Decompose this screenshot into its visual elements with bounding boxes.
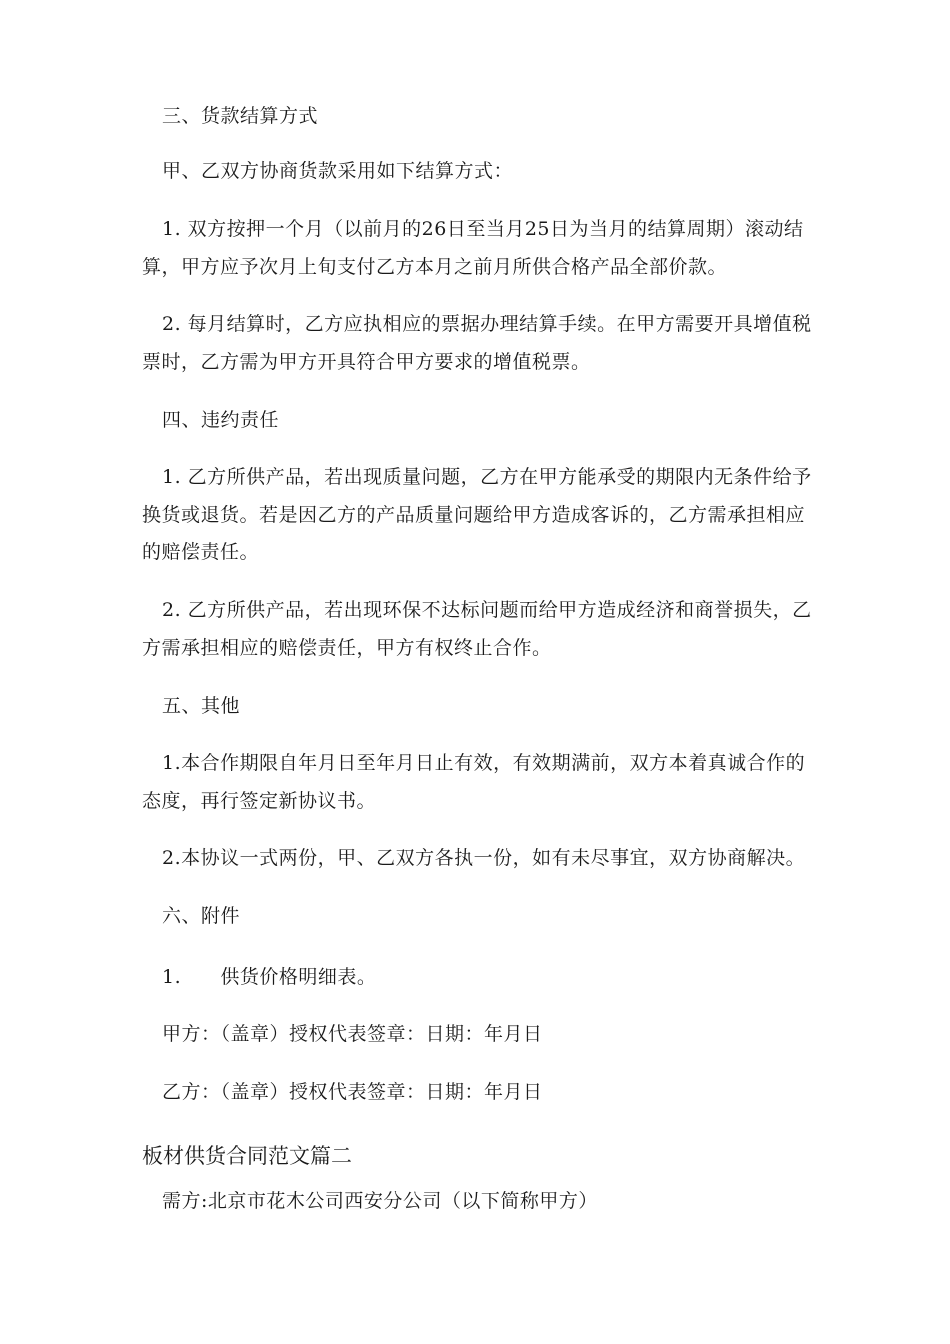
section-6-item-1: 1. 供货价格明细表。 — [162, 966, 377, 988]
section-4-item-2-line-1: 2. 乙方所供产品，若出现环保不达标问题而给甲方造成经济和商誉损失，乙 — [162, 599, 812, 621]
section-3-intro: 甲、乙双方协商货款采用如下结算方式： — [162, 160, 514, 182]
section-5-item-1-line-1: 1.本合作期限自年月日至年月日止有效，有效期满前，双方本着真诚合作的 — [162, 752, 806, 774]
section-5-item-2-line-1: 2.本协议一式两份，甲、乙双方各执一份，如有未尽事宜，双方协商解决。 — [162, 847, 806, 869]
section-5-heading: 五、其他 — [162, 695, 241, 717]
section-4-item-1-line-1: 1. 乙方所供产品，若出现质量问题，乙方在甲方能承受的期限内无条件给予 — [162, 466, 812, 488]
article-2-title: 板材供货合同范文篇二 — [142, 1144, 352, 1168]
article-2-buyer: 需方:北京市花木公司西安分公司（以下简称甲方） — [162, 1190, 598, 1212]
section-3-item-2-line-2: 票时，乙方需为甲方开具符合甲方要求的增值税票。 — [142, 351, 591, 373]
section-4-heading: 四、违约责任 — [162, 409, 280, 431]
section-3-item-2-line-1: 2. 每月结算时，乙方应执相应的票据办理结算手续。在甲方需要开具增值税 — [162, 313, 812, 335]
signature-party-b: 乙方：（盖章）授权代表签章：日期：年月日 — [162, 1081, 543, 1103]
signature-party-a: 甲方：（盖章）授权代表签章：日期：年月日 — [162, 1023, 543, 1045]
section-6-heading: 六、附件 — [162, 905, 241, 927]
section-4-item-1-line-3: 的赔偿责任。 — [142, 541, 260, 563]
section-3-item-1-line-1: 1. 双方按押一个月（以前月的26日至当月25日为当月的结算周期）滚动结 — [162, 218, 804, 240]
section-3-heading: 三、货款结算方式 — [162, 105, 319, 127]
section-5-item-1-line-2: 态度，再行签定新协议书。 — [142, 790, 377, 812]
section-3-item-1-line-2: 算，甲方应予次月上旬支付乙方本月之前月所供合格产品全部价款。 — [142, 256, 728, 278]
section-4-item-2-line-2: 方需承担相应的赔偿责任，甲方有权终止合作。 — [142, 637, 552, 659]
section-4-item-1-line-2: 换货或退货。若是因乙方的产品质量问题给甲方造成客诉的，乙方需承担相应 — [142, 504, 806, 526]
